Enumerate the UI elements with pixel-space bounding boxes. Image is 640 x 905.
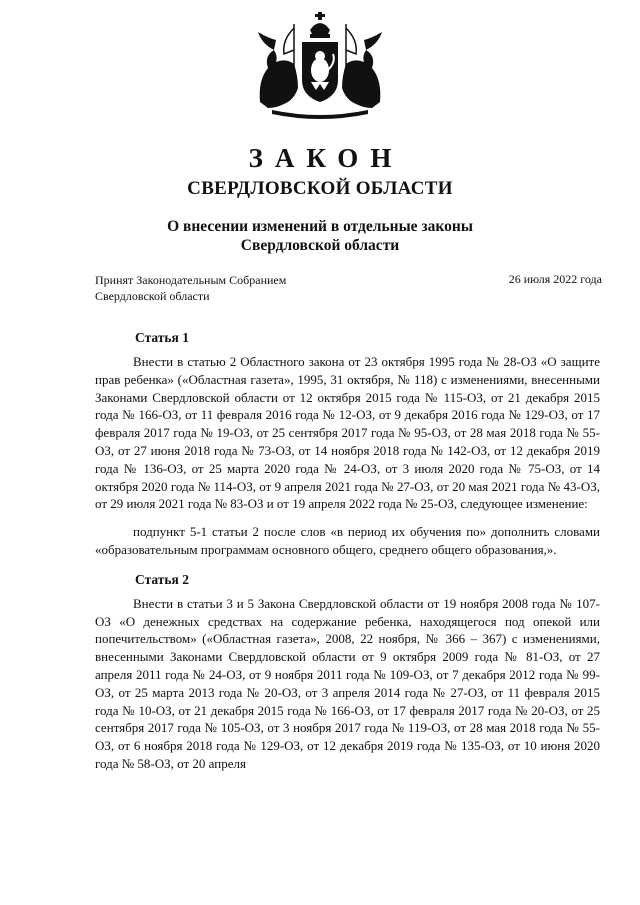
article-title: Статья 2 bbox=[135, 571, 189, 587]
article-paragraph: подпункт 5-1 статьи 2 после слов «в период их обучения по» дополнить словами «образовательным программам основного общего, среднего общего образования,». bbox=[95, 524, 600, 557]
law-heading-line2: Свердловской области bbox=[240, 237, 400, 254]
law-heading bbox=[0, 217, 640, 255]
adoption-date: 26 июля 2022 года bbox=[508, 272, 602, 286]
article-paragraph: Внести в статью 2 Областного закона от 23 октября 1995 года № 28-ОЗ «О защите прав ребенка» («Областная газета», 1995, 31 октября, № 118) с изменениями, внесенными Законами Свердловской области от 12 октября 2015 года № 115-ОЗ, от 21 декабря 2015 года № 166-ОЗ, от 11 февраля 2016 года № 12-ОЗ, от 9 декабря 2016 года № 129-ОЗ, от 17 февраля 2017 года № 19-ОЗ, от 25 сентября 2017 года № 95-ОЗ, от 28 мая 2018 года № 55-ОЗ, от 27 июня 2018 года № 73-ОЗ, от 14 ноября 2018 года № 142-ОЗ, от 12 декабря 2019 года № 136-ОЗ, от 25 марта 2020 года № 24-ОЗ, от 3 июля 2020 года № 75-ОЗ, от 14 октября 2020 года № 114-ОЗ, от 9 апреля 2021 года № 27-ОЗ, от 20 мая 2021 года № 43-ОЗ, от 29 июля 2021 года № 83-ОЗ и от 19 апреля 2022 года № 25-ОЗ, следующее изменение: bbox=[95, 354, 600, 512]
article-title: Статья 1 bbox=[135, 330, 189, 345]
law-heading-line1: О внесении изменений в отдельные законы bbox=[167, 218, 473, 235]
law-region: СВЕРДЛОВСКОЙ ОБЛАСТИ bbox=[187, 178, 453, 199]
law-title: ЗАКОН bbox=[248, 143, 404, 173]
adoption-note-line1: Принят Законодательным Собранием bbox=[95, 273, 287, 287]
coat-of-arms-icon bbox=[254, 10, 386, 122]
adoption-note bbox=[95, 272, 355, 304]
adoption-note-line2: Свердловской области bbox=[95, 289, 210, 303]
law-body bbox=[95, 329, 600, 773]
article-paragraph: Внести в статьи 3 и 5 Закона Свердловской области от 19 ноября 2008 года № 107-ОЗ «О денежных средствах на содержание ребенка, находящегося под опекой или попечительством» («Областная газета», 2008, 22 ноября, № 366 – 367) с изменениями, внесенными Законами Свердловской области от 9 октября 2009 года № 81-ОЗ, от 27 апреля 2011 года № 24-ОЗ, от 9 ноября 2011 года № 109-ОЗ, от 7 декабря 2012 года № 99-ОЗ, от 25 марта 2013 года № 20-ОЗ, от 3 апреля 2014 года № 27-ОЗ, от 11 февраля 2015 года № 10-ОЗ, от 21 декабря 2015 года № 166-ОЗ, от 17 февраля 2017 года № 20-ОЗ, от 25 сентября 2017 года № 105-ОЗ, от 3 ноября 2017 года № 119-ОЗ, от 28 мая 2018 года № 55-ОЗ, от 6 ноября 2018 года № 129-ОЗ, от 12 декабря 2019 года № 135-ОЗ, от 10 июня 2020 года № 58-ОЗ, от 20 апреля bbox=[95, 595, 600, 771]
